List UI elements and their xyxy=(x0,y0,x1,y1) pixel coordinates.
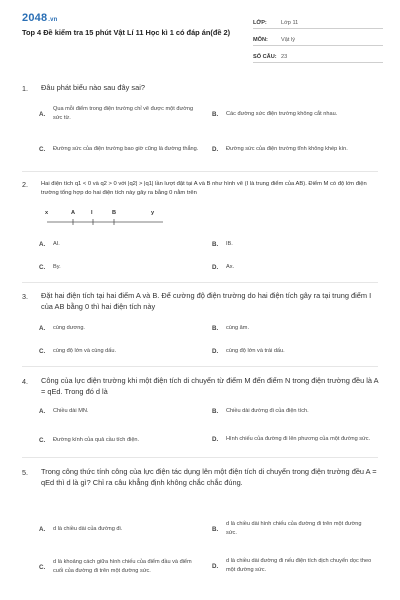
answer-option[interactable]: C. d là khoảng cách giữa hình chiếu của điểm đầu và điểm cuối của đường đi trên một đường sức. xyxy=(39,559,192,574)
question-divider xyxy=(22,282,378,283)
answer-option[interactable]: D. cùng độ lớn và trái dấu. xyxy=(212,347,285,355)
question-divider xyxy=(22,366,378,367)
meta-value: 23 xyxy=(281,54,288,60)
answer-option[interactable]: D. Ax. xyxy=(212,263,235,271)
question-number: 5. xyxy=(22,468,28,477)
question-number: 2. xyxy=(22,180,28,189)
figure-label: I xyxy=(91,210,93,216)
site-logo[interactable]: 2048.vn xyxy=(22,12,58,24)
answer-option[interactable]: A. AI. xyxy=(39,240,60,248)
figure-label: y xyxy=(151,210,155,216)
question-text: Hai điện tích q1 < 0 và q2 > 0 với |q2| > |q1| lần lượt đặt tại A và B như hình vẽ (I là trung điểm của AB). Điểm M có độ lớn điện trường tổng hợp do hai điện tích này gây ra bằng 0 nằm trên xyxy=(41,181,367,196)
figure-label: B xyxy=(112,210,117,216)
answer-option[interactable]: B. IB. xyxy=(212,240,233,248)
answer-option[interactable]: B. d là chiều dài hình chiếu của đường đi trên một đường sức. xyxy=(212,521,362,536)
meta-label: SỐ CÂU: xyxy=(253,54,277,60)
answer-option[interactable]: C. Đường sức của điện trường bao giờ cũng là đường thẳng. xyxy=(39,145,199,153)
axis-figure xyxy=(45,216,173,226)
meta-question-count xyxy=(253,46,383,63)
meta-subject xyxy=(253,29,383,46)
question-number: 3. xyxy=(22,292,28,301)
question-divider xyxy=(22,457,378,458)
answer-option[interactable]: A. Chiều dài MN. xyxy=(39,407,89,415)
answer-option[interactable]: C. By. xyxy=(39,263,61,271)
meta-class xyxy=(253,12,383,29)
answer-option[interactable]: C. cùng độ lớn và cùng dấu. xyxy=(39,347,117,355)
answer-option[interactable]: B. Các đường sức điện trường không cắt nhau. xyxy=(212,110,338,118)
question-divider xyxy=(22,171,378,172)
question-text: Đặt hai điện tích tại hai điểm A và B. Để cường độ điện trường do hai điện tích gây ra tại trung điểm I của AB bằng 0 thì hai điện tích này xyxy=(41,291,372,311)
question-text: Trong công thức tính công của lực điện tác dụng lên một điện tích di chuyển trong điện trường đều A = qEd thì d là gì? Chỉ ra câu khẳng định không chắc chắc đúng. xyxy=(41,467,377,487)
page-header xyxy=(0,0,400,68)
meta-label: MÔN: xyxy=(253,37,268,43)
answer-option[interactable]: C. Đường kính của quả cầu tích điện. xyxy=(39,436,140,444)
answer-option[interactable]: D. d là chiều dài đường đi nếu điện tích dịch chuyển dọc theo một đường sức. xyxy=(212,558,372,573)
document-meta xyxy=(253,12,383,63)
question-text: Đâu phát biểu nào sau đây sai? xyxy=(41,83,145,92)
meta-value: Vật lý xyxy=(281,37,295,43)
meta-label: LỚP: xyxy=(253,20,267,26)
answer-option[interactable]: B. Chiều dài đường đi của điện tích. xyxy=(212,407,309,415)
figure-label: A xyxy=(71,210,76,216)
document-title: Top 4 Đề kiểm tra 15 phút Vật Lí 11 Học kì 1 có đáp án(đề 2) xyxy=(22,28,231,37)
question-number: 1. xyxy=(22,84,28,93)
answer-option[interactable]: A. Qua mỗi điểm trong điện trường chỉ vẽ được một đường sức từ. xyxy=(39,106,194,121)
answer-option[interactable]: D. Đường sức của điện trường tĩnh không khép kín. xyxy=(212,145,348,153)
question-text: Công của lực điện trường khi một điện tích di chuyển từ điểm M đến điểm N trong điện trường đều là A = qEd. Trong đó d là xyxy=(41,376,379,396)
figure-label: x xyxy=(45,210,49,216)
answer-option[interactable]: A. cùng dương. xyxy=(39,324,85,332)
question-number: 4. xyxy=(22,377,28,386)
answer-option[interactable]: B. cùng âm. xyxy=(212,324,250,332)
answer-option[interactable]: A. d là chiều dài của đường đi. xyxy=(39,525,123,533)
answer-option[interactable]: D. Hình chiếu của đường đi lên phương của một đường sức. xyxy=(212,435,371,443)
meta-value: Lớp 11 xyxy=(281,20,299,26)
